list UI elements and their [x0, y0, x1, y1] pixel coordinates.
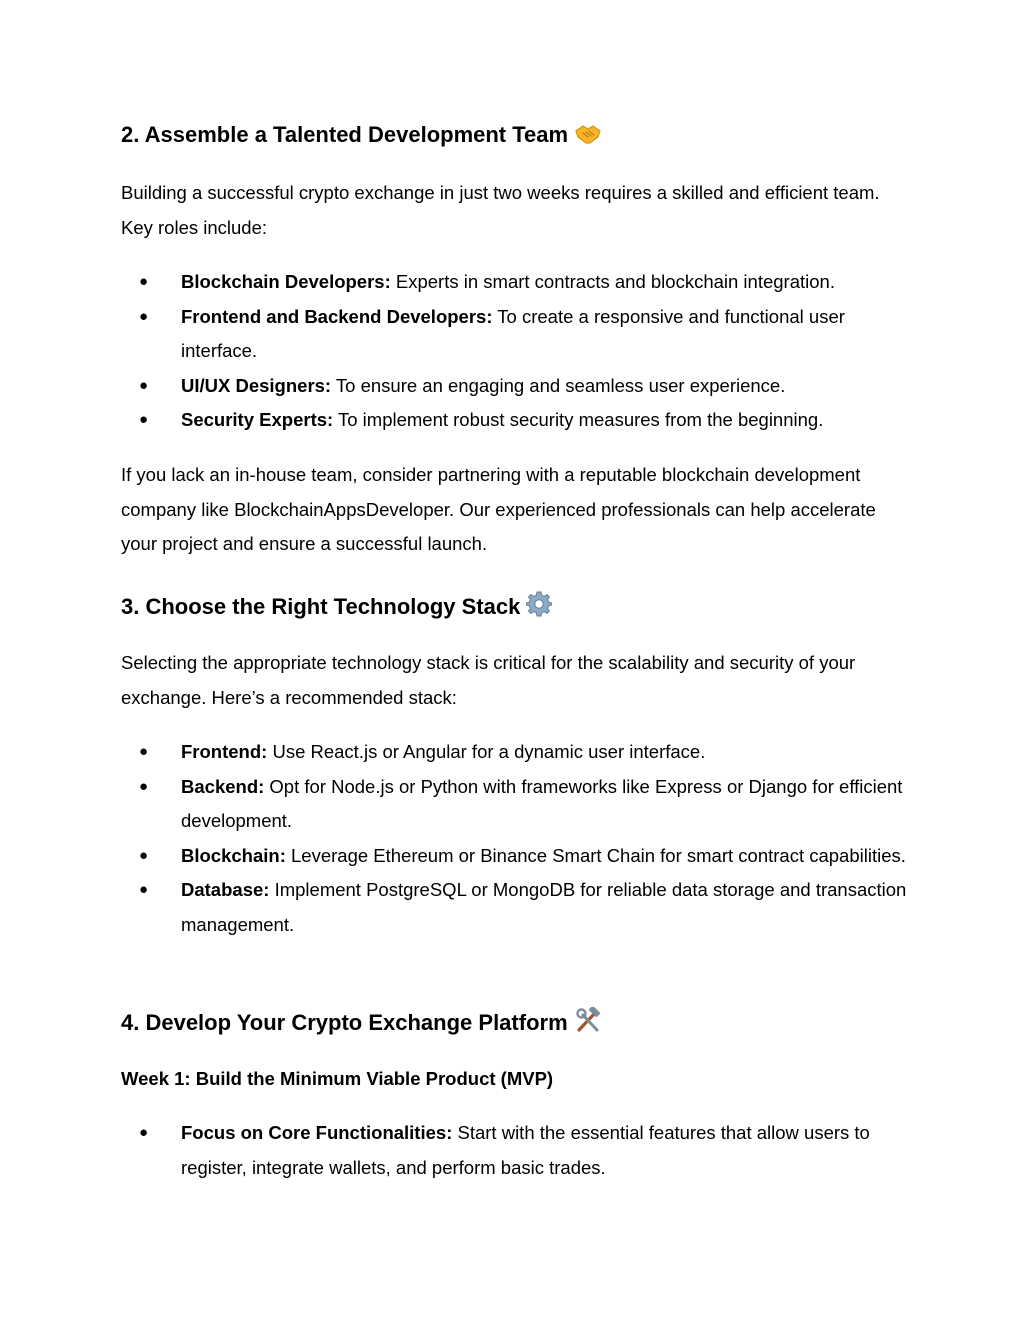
- bullet-icon: ●: [139, 307, 149, 325]
- section-3-heading-text: 3. Choose the Right Technology Stack: [121, 594, 521, 619]
- list-item: [121, 369, 911, 404]
- section-2-heading: [121, 121, 602, 152]
- bullet-icon: ●: [139, 1124, 149, 1141]
- bullet-icon: ●: [139, 743, 149, 760]
- list-item: [121, 1116, 911, 1185]
- list-item-label: Blockchain:: [181, 844, 286, 866]
- list-item: [121, 770, 911, 839]
- list-item: [121, 403, 911, 438]
- hammer-and-wrench-icon: [574, 1007, 602, 1040]
- list-item-label: Focus on Core Functionalities:: [181, 1122, 453, 1143]
- list-item-text: Opt for Node.js or Python with frameworks like Express or Django for efficient development.: [181, 775, 903, 831]
- section-2-outro: If you lack an in-house team, consider partnering with a reputable blockchain development company like BlockchainAppsDeveloper. Our experienced professionals can help accelerate your project and ensure a successful launch.: [121, 464, 876, 554]
- list-item-text: Use React.js or Angular for a dynamic user interface.: [267, 741, 706, 762]
- bullet-icon: ●: [139, 846, 149, 864]
- list-item-text: Experts in smart contracts and blockchain integration.: [390, 271, 835, 292]
- handshake-icon: [574, 123, 602, 152]
- list-item-label: Blockchain Developers:: [181, 271, 391, 292]
- section-4-list: [121, 1116, 911, 1185]
- list-item-label: Database:: [181, 879, 270, 900]
- week-1-subheading: Week 1: Build the Minimum Viable Product (MVP): [121, 1068, 554, 1089]
- bullet-icon: ●: [139, 376, 149, 394]
- list-item-text: To ensure an engaging and seamless user experience.: [331, 374, 786, 396]
- list-item-text: Leverage Ethereum or Binance Smart Chain for smart contract capabilities.: [285, 844, 906, 866]
- list-item: [121, 300, 911, 369]
- list-item: [121, 735, 911, 770]
- bullet-icon: ●: [139, 777, 149, 795]
- bullet-icon: ●: [139, 881, 149, 898]
- list-item-label: Backend:: [181, 775, 265, 797]
- section-2-list: [121, 265, 911, 438]
- section-4-heading-text: 4. Develop Your Crypto Exchange Platform: [121, 1010, 568, 1035]
- list-item: [121, 265, 911, 300]
- bullet-icon: ●: [139, 411, 149, 428]
- section-3-list: [121, 735, 911, 942]
- section-4-heading: [121, 1007, 602, 1040]
- list-item-text: To create a responsive and functional user interface.: [181, 305, 845, 361]
- gear-icon: [526, 591, 552, 624]
- section-2-heading-text: 2. Assemble a Talented Development Team: [121, 122, 569, 147]
- list-item-label: Frontend and Backend Developers:: [181, 305, 493, 327]
- list-item-text: To implement robust security measures from the beginning.: [333, 409, 824, 430]
- bullet-icon: ●: [139, 273, 149, 290]
- section-3-heading: [121, 591, 552, 624]
- section-2-intro: Building a successful crypto exchange in just two weeks requires a skilled and efficient team. Key roles include:: [121, 182, 880, 238]
- list-item-label: UI/UX Designers:: [181, 374, 332, 396]
- list-item-label: Frontend:: [181, 741, 268, 762]
- list-item-text: Start with the essential features that allow users to register, integrate wallets, and perform basic trades.: [181, 1122, 870, 1178]
- list-item: [121, 839, 911, 874]
- list-item-label: Security Experts:: [181, 409, 334, 430]
- list-item: [121, 873, 911, 942]
- section-3-intro: Selecting the appropriate technology stack is critical for the scalability and security of your exchange. Here’s a recommended stack:: [121, 652, 856, 708]
- list-item-text: Implement PostgreSQL or MongoDB for reliable data storage and transaction management.: [181, 879, 907, 935]
